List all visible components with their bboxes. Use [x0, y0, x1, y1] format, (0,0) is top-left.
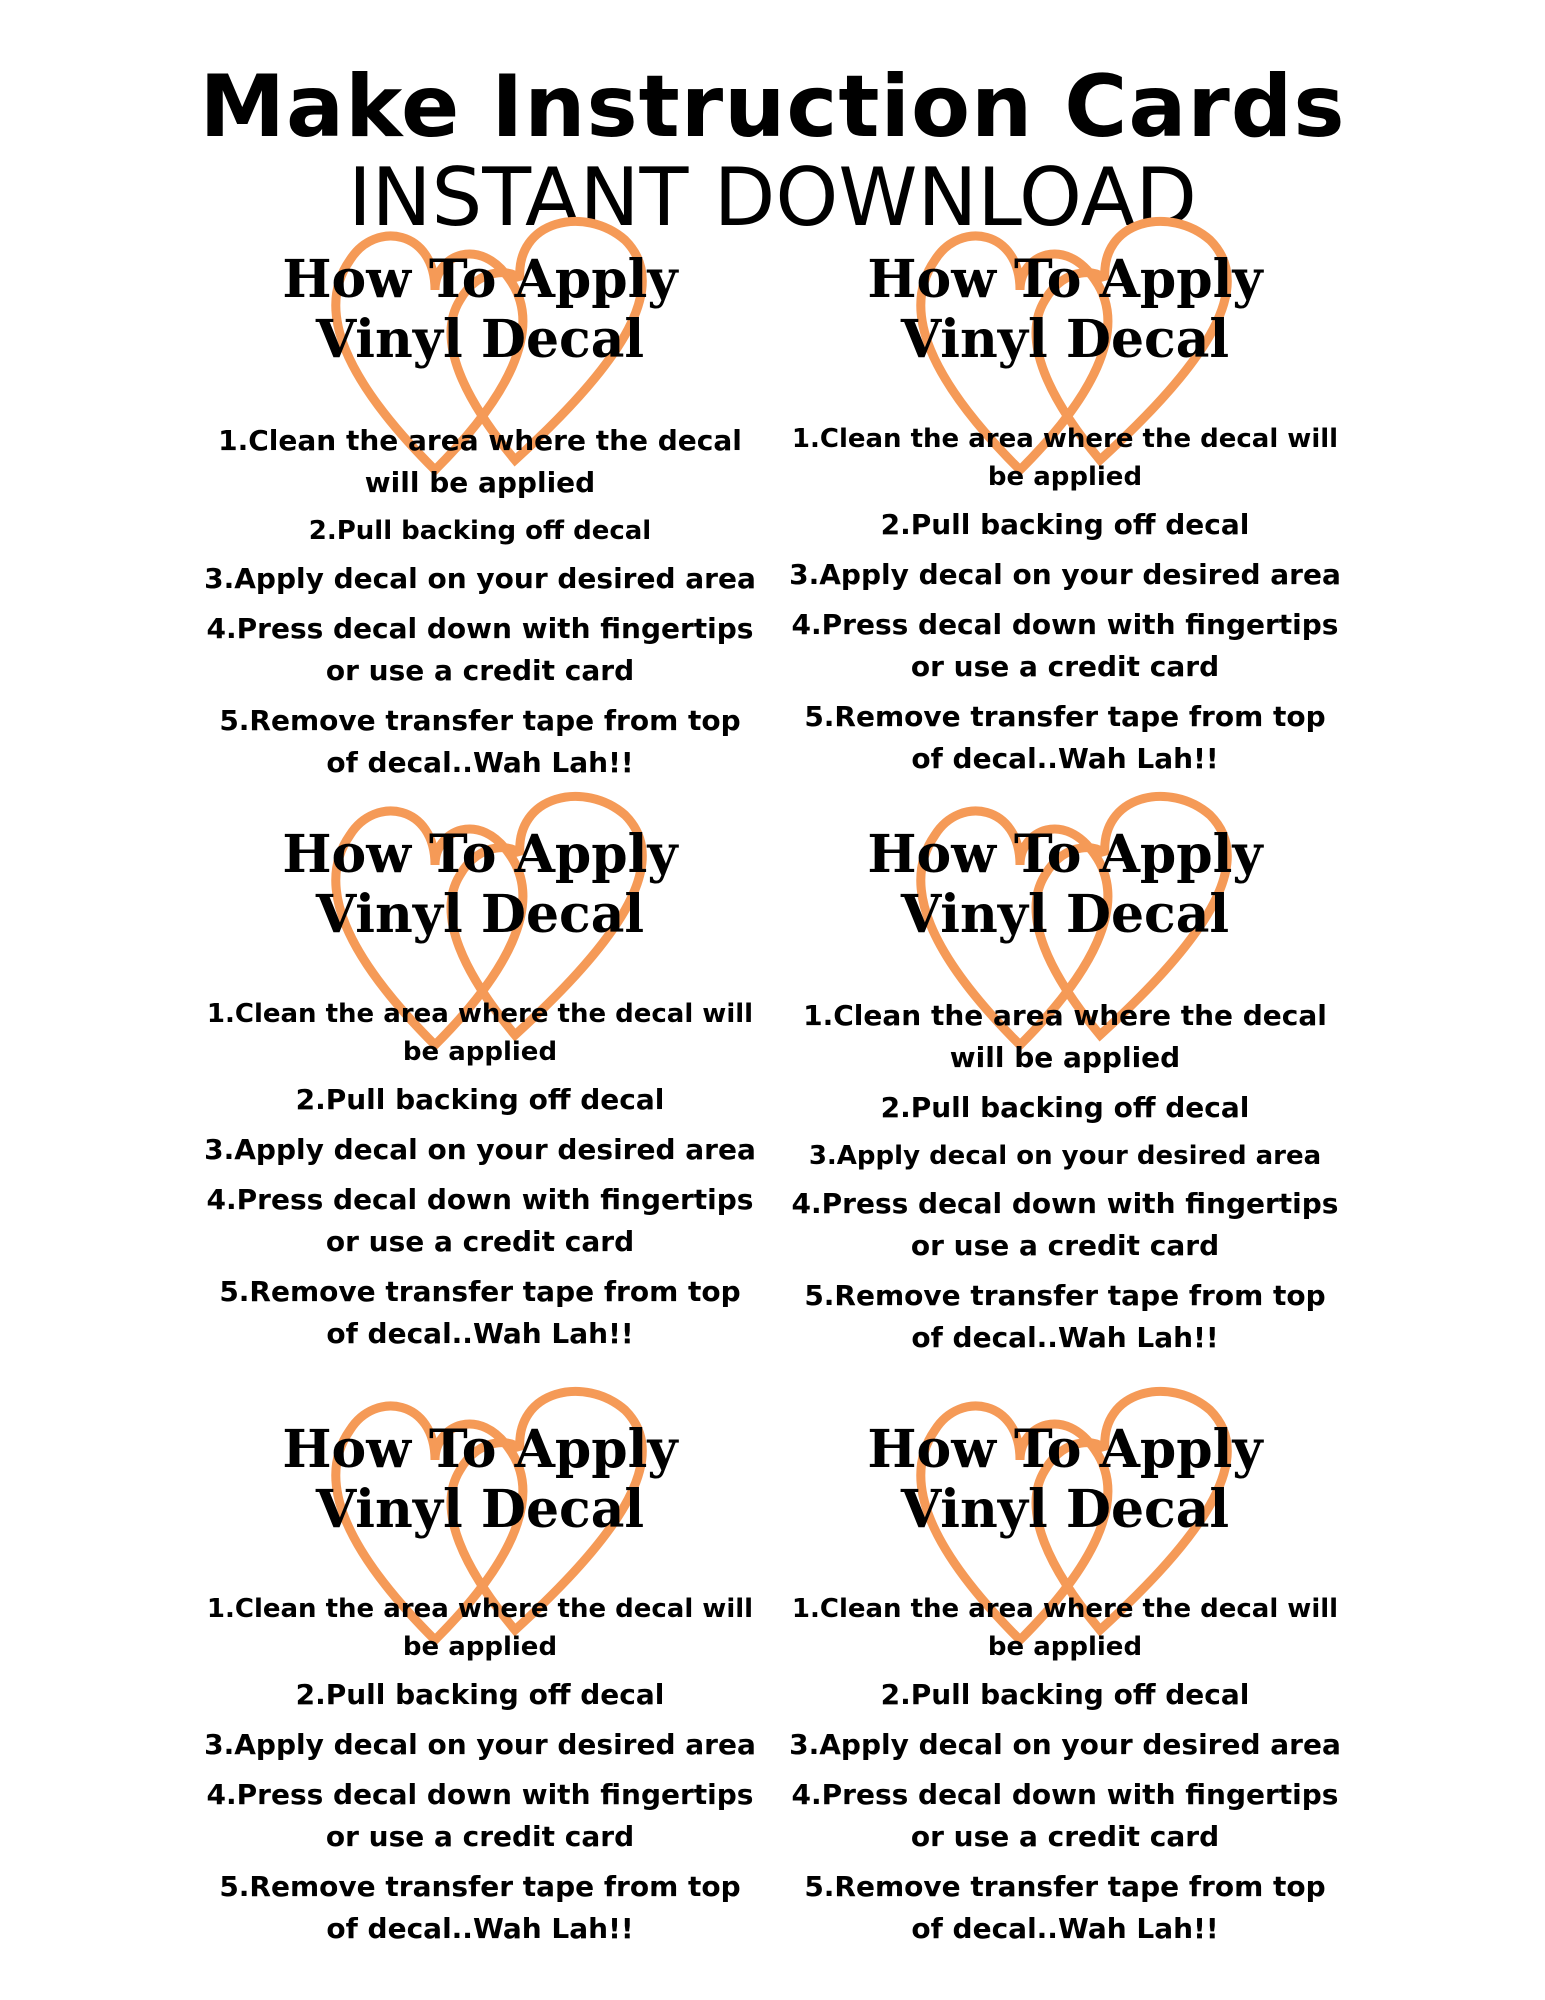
step-3: 3.Apply decal on your desired area	[204, 1133, 756, 1166]
step-4: 4.Press decal down with fingertips or use a credit card	[206, 612, 754, 687]
step-2: 2.Pull backing off decal	[308, 516, 652, 546]
card-title-line2: Vinyl Decal	[900, 309, 1230, 370]
step-2: 2.Pull backing off decal	[880, 1091, 1250, 1124]
step-5: 5.Remove transfer tape from top of decal..Wah Lah!!	[219, 704, 741, 779]
step-5: 5.Remove transfer tape from top of decal..Wah Lah!!	[219, 1870, 741, 1945]
step-3: 3.Apply decal on your desired area	[808, 1141, 1322, 1171]
card-title-line1: How To Apply	[867, 824, 1263, 885]
card-title-line2: Vinyl Decal	[315, 1479, 645, 1540]
step-3: 3.Apply decal on your desired area	[204, 562, 756, 595]
step-1: 1.Clean the area where the decal will be applied	[791, 424, 1339, 492]
card-title	[785, 825, 1345, 945]
card-title-line2: Vinyl Decal	[315, 884, 645, 945]
step-2: 2.Pull backing off decal	[880, 1678, 1250, 1711]
step-5: 5.Remove transfer tape from top of decal..Wah Lah!!	[804, 700, 1326, 775]
step-2: 2.Pull backing off decal	[295, 1083, 665, 1116]
step-2: 2.Pull backing off decal	[295, 1678, 665, 1711]
card-title-line1: How To Apply	[867, 249, 1263, 310]
step-1: 1.Clean the area where the decal will be applied	[218, 424, 742, 499]
step-1: 1.Clean the area where the decal will be applied	[803, 999, 1327, 1074]
card-title-line2: Vinyl Decal	[900, 1479, 1230, 1540]
steps-list	[200, 995, 760, 1363]
step-1: 1.Clean the area where the decal will be applied	[206, 1594, 754, 1662]
steps-list	[200, 1590, 760, 1958]
step-4: 4.Press decal down with fingertips or use a credit card	[791, 1187, 1339, 1262]
step-1: 1.Clean the area where the decal will be applied	[206, 999, 754, 1067]
steps-list	[785, 420, 1345, 788]
step-5: 5.Remove transfer tape from top of decal..Wah Lah!!	[804, 1870, 1326, 1945]
card-title	[785, 1420, 1345, 1540]
card-title-line2: Vinyl Decal	[900, 884, 1230, 945]
step-4: 4.Press decal down with fingertips or use a credit card	[791, 608, 1339, 683]
step-5: 5.Remove transfer tape from top of decal..Wah Lah!!	[219, 1275, 741, 1350]
step-4: 4.Press decal down with fingertips or use a credit card	[206, 1183, 754, 1258]
card-title	[785, 250, 1345, 370]
card-title-line1: How To Apply	[867, 1419, 1263, 1480]
step-3: 3.Apply decal on your desired area	[789, 1728, 1341, 1761]
step-4: 4.Press decal down with fingertips or use a credit card	[206, 1778, 754, 1853]
card-title-line1: How To Apply	[282, 249, 678, 310]
step-5: 5.Remove transfer tape from top of decal..Wah Lah!!	[804, 1279, 1326, 1354]
page-title: Make Instruction Cards	[199, 57, 1346, 157]
steps-list	[200, 420, 760, 792]
card-title	[200, 250, 760, 370]
page-header	[0, 57, 1545, 244]
step-1: 1.Clean the area where the decal will be applied	[791, 1594, 1339, 1662]
step-4: 4.Press decal down with fingertips or use a credit card	[791, 1778, 1339, 1853]
page-subtitle: INSTANT DOWNLOAD	[348, 151, 1197, 244]
card-title	[200, 1420, 760, 1540]
steps-list	[785, 995, 1345, 1367]
card-title-line1: How To Apply	[282, 1419, 678, 1480]
step-2: 2.Pull backing off decal	[880, 508, 1250, 541]
card-title-line1: How To Apply	[282, 824, 678, 885]
steps-list	[785, 1590, 1345, 1958]
card-title	[200, 825, 760, 945]
step-3: 3.Apply decal on your desired area	[789, 558, 1341, 591]
step-3: 3.Apply decal on your desired area	[204, 1728, 756, 1761]
card-title-line2: Vinyl Decal	[315, 309, 645, 370]
